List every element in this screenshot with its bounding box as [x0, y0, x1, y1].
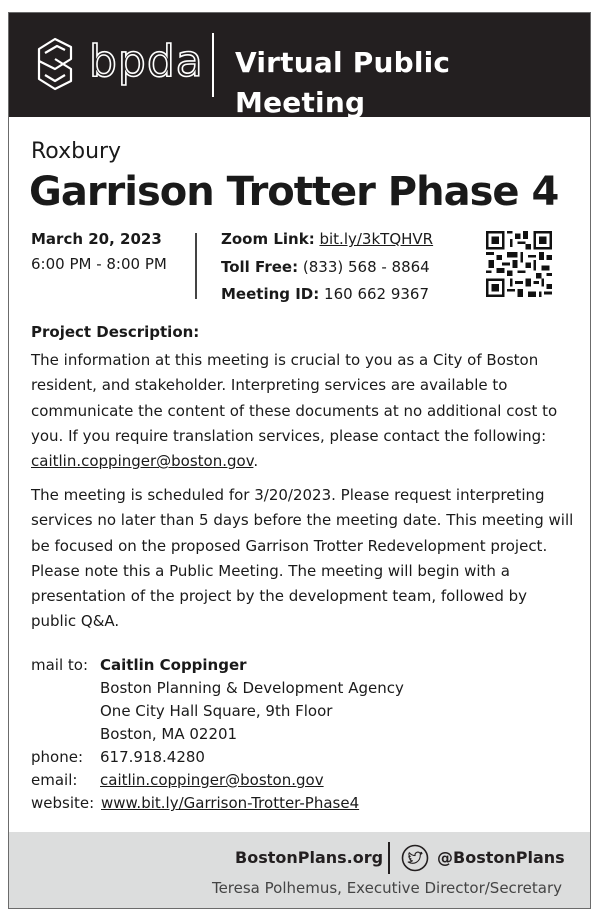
meeting-id: 160 662 9367 — [324, 285, 430, 303]
contact-name: Caitlin Coppinger — [100, 656, 247, 674]
zoom-link-label: Zoom Link: — [221, 230, 315, 248]
info-divider — [195, 233, 197, 299]
zoom-link-row — [221, 230, 433, 248]
neighborhood-label: Roxbury — [31, 139, 122, 164]
twitter-icon[interactable] — [401, 844, 429, 872]
email-label: email: — [31, 771, 78, 789]
meeting-date: March 20, 2023 — [31, 230, 162, 248]
header-divider — [212, 33, 214, 97]
meeting-time: 6:00 PM - 8:00 PM — [31, 255, 167, 273]
description-paragraph-1 — [31, 348, 576, 474]
website-link[interactable]: www.bit.ly/Garrison-Trotter-Phase4 — [101, 794, 360, 812]
footer — [9, 832, 590, 908]
meeting-notice — [8, 12, 591, 909]
project-title: Garrison Trotter Phase 4 — [29, 169, 559, 215]
contact-address-2: Boston, MA 02201 — [100, 725, 238, 743]
contact-phone: 617.918.4280 — [100, 748, 205, 766]
website-label: website: — [31, 794, 95, 812]
footer-executive: Teresa Polhemus, Executive Director/Secretary — [211, 879, 562, 897]
description-paragraph-2: The meeting is scheduled for 3/20/2023. Please request interpreting services no later than 5 days before the meeting date. This meeting will be focused on the proposed Garrison Trotter Redevelopment project. Please note this a Public Meeting. The meeting will begin with a presentation of the project by the development team, followed by public Q&A. — [31, 486, 574, 631]
page-title: Virtual Public Meeting — [235, 46, 451, 119]
logo-wordmark: bpda — [89, 36, 204, 87]
meeting-id-label: Meeting ID: — [221, 285, 320, 303]
description-p1-end: . — [253, 452, 259, 471]
mail-label: mail to: — [31, 656, 89, 674]
toll-free-row — [221, 258, 430, 276]
qr-code-icon[interactable] — [486, 231, 552, 297]
toll-free-number: (833) 568 - 8864 — [302, 258, 430, 276]
footer-twitter-handle[interactable]: @BostonPlans — [437, 848, 565, 867]
bpda-logo-icon — [33, 35, 77, 95]
footer-divider — [388, 842, 390, 874]
description-email-link[interactable]: caitlin.coppinger@boston.gov — [31, 452, 254, 471]
description-p1-text: The information at this meeting is crucial to you as a City of Boston resident, and stakeholder. Interpreting services are available to communicate the content of these documents at no additional cost to you. If you require translation services, please contact the following: — [31, 351, 558, 445]
contact-org: Boston Planning & Development Agency — [100, 679, 404, 697]
description-heading: Project Description: — [31, 323, 200, 341]
phone-label: phone: — [31, 748, 83, 766]
footer-site-link[interactable]: BostonPlans.org — [235, 848, 384, 867]
zoom-link[interactable]: bit.ly/3kTQHVR — [319, 230, 434, 248]
header-banner — [9, 13, 590, 117]
meeting-id-row — [221, 285, 429, 303]
contact-address-1: One City Hall Square, 9th Floor — [100, 702, 333, 720]
toll-free-label: Toll Free: — [221, 258, 299, 276]
contact-email-link[interactable]: caitlin.coppinger@boston.gov — [100, 771, 324, 789]
